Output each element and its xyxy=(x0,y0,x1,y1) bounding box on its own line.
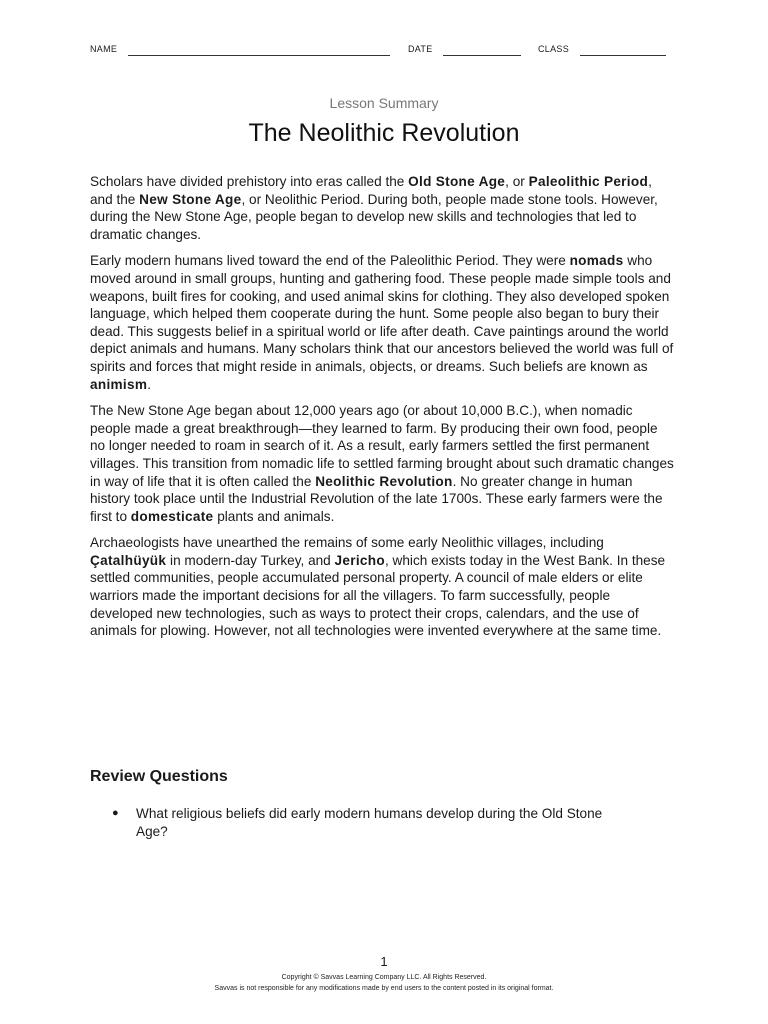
review-questions-heading: Review Questions xyxy=(90,768,228,785)
text-run: who moved around in small groups, hunting and gathering food. These people made simple tools and weapons, built fires for cooking, and used animal skins for clothing. They also developed spoken language, which helped them cooperate during the hunt. Some people also began to bury their dead. This suggests belief in a spiritual world or life after death. Cave paintings around the world depict animals and humans. Many scholars think that our ancestors believed the world was full of spirits and forces that might reside in animals, objects, or dreams. Such beliefs are known as xyxy=(90,253,674,374)
date-field-line[interactable] xyxy=(443,55,521,56)
name-field-line[interactable] xyxy=(128,55,390,56)
class-label: CLASS xyxy=(538,44,570,54)
name-label: NAME xyxy=(90,44,118,54)
key-term-catalhuyuk: Çatalhüyük xyxy=(90,552,167,568)
text-run: Early modern humans lived toward the end of the Paleolithic Period. They were xyxy=(90,253,570,269)
review-question-item xyxy=(112,805,632,840)
text-run: Scholars have divided prehistory into eras called the xyxy=(90,174,409,189)
key-term-domesticate: domesticate xyxy=(130,508,214,524)
text-run: . xyxy=(147,376,152,392)
text-run: , which exists today in the West Bank. In these settled communities, people accumulated personal property. A council of male elders or elite warriors made the important decisions for all the villagers. To farm successfully, people developed new technologies, such as ways to protect their crops, calendars, and the use of animals for plowing. However, not all technologies were invented everywhere at the same time. xyxy=(90,552,666,639)
date-label: DATE xyxy=(408,44,433,54)
text-run: , and the xyxy=(90,174,652,207)
lesson-body xyxy=(90,173,674,649)
key-term-jericho: Jericho xyxy=(334,552,385,568)
text-run: . No greater change in human history took place until the Industrial Revolution of the late 1700s. These early farmers were the first to xyxy=(90,473,663,524)
lesson-summary-subtitle: Lesson Summary xyxy=(329,95,439,111)
page-title: The Neolithic Revolution xyxy=(248,119,520,147)
disclaimer-line: Savvas is not responsible for any modifications made by end users to the content posted in its original format. xyxy=(214,985,554,992)
copyright-line: Copyright © Savvas Learning Company LLC. All Rights Reserved. xyxy=(281,974,487,981)
paragraph-2 xyxy=(90,252,674,393)
key-term-paleolithic-period: Paleolithic Period xyxy=(528,174,649,189)
text-run: The New Stone Age began about 12,000 years ago (or about 10,000 B.C.), when nomadic people made a great breakthrough—they learned to farm. By producing their own food, people no longer needed to roam in search of it. As a result, early farmers settled the first permanent villages. This transition from nomadic life to settled farming brought about such dramatic changes in way of life that it is often called the xyxy=(90,403,674,489)
text-run: Archaeologists have unearthed the remains of some early Neolithic villages, including xyxy=(90,535,604,551)
bullet-icon: ● xyxy=(112,807,119,819)
copyright-footer xyxy=(0,972,768,994)
key-term-new-stone-age: New Stone Age xyxy=(139,191,242,207)
page-number: 1 xyxy=(380,954,388,969)
paragraph-3 xyxy=(90,402,674,525)
student-info-header xyxy=(90,44,670,58)
text-run: in modern-day Turkey, and xyxy=(166,552,335,568)
key-term-neolithic-revolution: Neolithic Revolution xyxy=(315,473,453,489)
key-term-old-stone-age: Old Stone Age xyxy=(408,174,506,189)
review-question-text: What religious beliefs did early modern humans develop during the Old Stone Age? xyxy=(136,806,603,839)
key-term-nomads: nomads xyxy=(569,253,624,269)
class-field-line[interactable] xyxy=(580,55,666,56)
paragraph-1 xyxy=(90,173,674,243)
text-run: plants and animals. xyxy=(213,508,335,524)
paragraph-4 xyxy=(90,534,674,640)
text-run: , or xyxy=(505,174,529,189)
text-run: , or Neolithic Period. During both, people made stone tools. However, during the New Stone Age, people began to develop new skills and technologies that led to dramatic changes. xyxy=(90,191,658,242)
key-term-animism: animism xyxy=(90,376,148,392)
